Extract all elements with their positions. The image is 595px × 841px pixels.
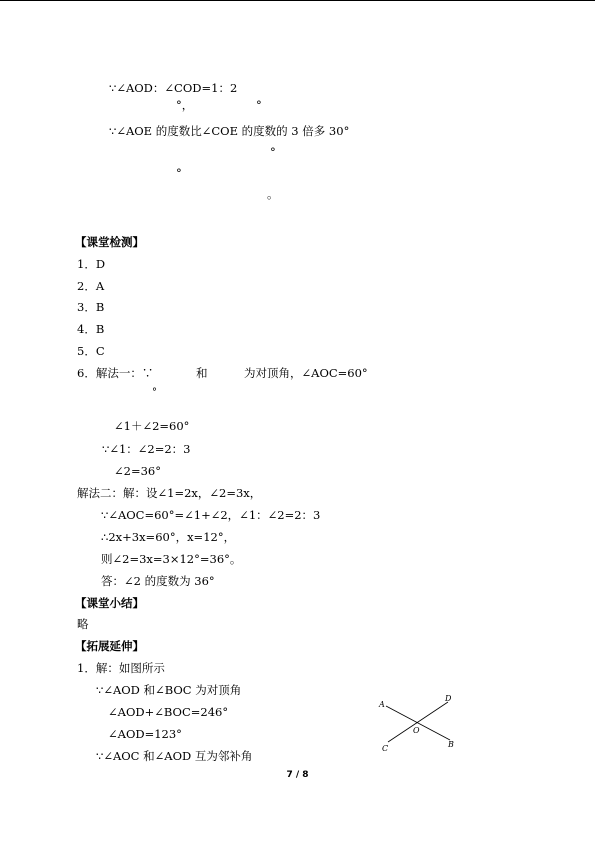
method-2-then: 则∠2=3x=3×12°=36°。 bbox=[101, 552, 242, 566]
answer-6-sum: ∠1＋∠2=60° bbox=[114, 419, 190, 433]
line-aoe-coe: ∵∠AOE 的度数比∠COE 的度数的 3 倍多 30° bbox=[109, 124, 350, 138]
answer-3: 3．B bbox=[77, 300, 105, 314]
extension-1: 1．解：如图所示 bbox=[77, 661, 165, 675]
answer-4: 4．B bbox=[77, 322, 105, 336]
header-rule bbox=[0, 0, 595, 1]
method-2-intro: 解法二：解：设∠1=2x，∠2=3x， bbox=[77, 486, 262, 500]
intersecting-lines-figure bbox=[372, 688, 462, 758]
label-a: A bbox=[379, 700, 385, 709]
extension-5: ∵∠AOC 和∠AOD 互为邻补角 bbox=[96, 749, 253, 763]
extension-3: ∠AOD+∠BOC=246° bbox=[108, 705, 229, 719]
answer-6-vertical-angles: 为对顶角，∠AOC=60° bbox=[244, 366, 368, 380]
label-c: C bbox=[382, 744, 389, 753]
label-o: O bbox=[413, 726, 420, 735]
answer-6-method-1: 6．解法一：∵ bbox=[77, 366, 154, 380]
line-degree-b: ° bbox=[256, 98, 262, 112]
line-aod-cod-ratio: ∵∠AOD：∠COD=1：2 bbox=[109, 81, 238, 95]
answer-6-result: ∠2=36° bbox=[114, 464, 161, 478]
answer-6-ratio: ∵∠1：∠2=2：3 bbox=[102, 442, 191, 456]
line-cd bbox=[388, 702, 448, 742]
line-degree-d: ° bbox=[176, 166, 182, 180]
line-degree-a: °， bbox=[176, 98, 194, 112]
extension-2: ∵∠AOD 和∠BOC 为对顶角 bbox=[96, 683, 242, 697]
answer-1: 1．D bbox=[77, 257, 106, 271]
line-period: 。 bbox=[267, 187, 279, 201]
extension-4: ∠AOD=123° bbox=[108, 727, 182, 741]
line-degree-c: ° bbox=[270, 145, 276, 159]
label-b: B bbox=[448, 740, 454, 749]
answer-6-degree: ° bbox=[152, 387, 157, 398]
answer-5: 5．C bbox=[77, 344, 105, 358]
answer-2: 2．A bbox=[77, 279, 105, 293]
label-d: D bbox=[445, 694, 452, 703]
method-2-answer: 答：∠2 的度数为 36° bbox=[101, 574, 215, 588]
section-heading-check: 【课堂检测】 bbox=[75, 235, 144, 249]
section-heading-summary: 【课堂小结】 bbox=[75, 596, 144, 610]
summary-text: 略 bbox=[77, 617, 89, 631]
page-number: 7 / 8 bbox=[286, 770, 309, 780]
answer-6-and: 和 bbox=[196, 366, 208, 380]
method-2-solve: ∴2x+3x=60°，x=12°， bbox=[101, 530, 236, 544]
method-2-given: ∵∠AOC=60°=∠1+∠2，∠1：∠2=2：3 bbox=[101, 508, 321, 522]
section-heading-extension: 【拓展延伸】 bbox=[75, 639, 144, 653]
